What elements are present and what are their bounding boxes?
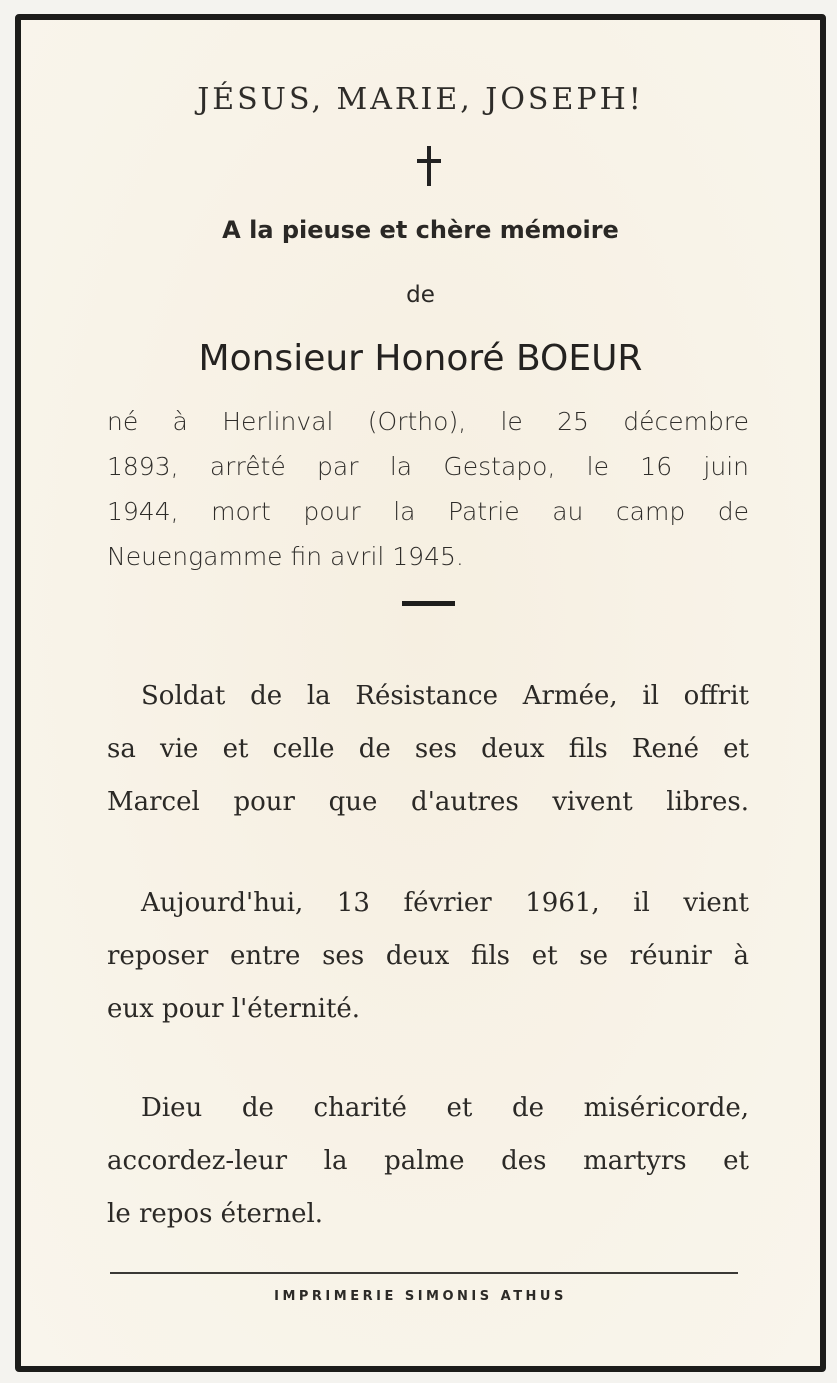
bio-line: né à Herlinval (Ortho), le 25 décembre bbox=[107, 407, 749, 436]
paragraph-resistance bbox=[107, 670, 749, 829]
bio-line: 1944, mort pour la Patrie au camp de bbox=[107, 497, 749, 526]
memorial-card bbox=[15, 14, 826, 1372]
bio-line: 1893, arrêté par la Gestapo, le 16 juin bbox=[107, 452, 749, 481]
paragraph-reburial bbox=[107, 877, 749, 1036]
heading: JÉSUS, MARIE, JOSEPH! bbox=[197, 82, 644, 117]
separator-dash bbox=[402, 601, 455, 606]
footer-rule bbox=[110, 1272, 738, 1274]
paragraph-line: accordez-leur la palme des martyrs et bbox=[107, 1146, 749, 1176]
paragraph-line: Marcel pour que d'autres vivent libres. bbox=[107, 787, 749, 817]
paragraph-prayer bbox=[107, 1082, 749, 1241]
deceased-name: Monsieur Honoré BOEUR bbox=[198, 338, 643, 379]
paragraph-line: Dieu de charité et de miséricorde, bbox=[141, 1093, 749, 1123]
paragraph-line: Soldat de la Résistance Armée, il offrit bbox=[141, 681, 749, 711]
memory-line: A la pieuse et chère mémoire bbox=[222, 216, 619, 244]
paragraph-line: reposer entre ses deux fils et se réunir à bbox=[107, 941, 749, 971]
bio-line: Neuengamme fin avril 1945. bbox=[107, 542, 464, 571]
biography bbox=[107, 399, 749, 579]
paragraph-line: eux pour l'éternité. bbox=[107, 994, 361, 1024]
of-line: de bbox=[406, 282, 435, 308]
paragraph-line: Aujourd'hui, 13 février 1961, il vient bbox=[141, 888, 749, 918]
printer-credit: IMPRIMERIE SIMONIS ATHUS bbox=[274, 1289, 567, 1304]
paragraph-line: le repos éternel. bbox=[107, 1199, 324, 1229]
paragraph-line: sa vie et celle de ses deux fils René et bbox=[107, 734, 749, 764]
cross-icon bbox=[417, 146, 441, 186]
